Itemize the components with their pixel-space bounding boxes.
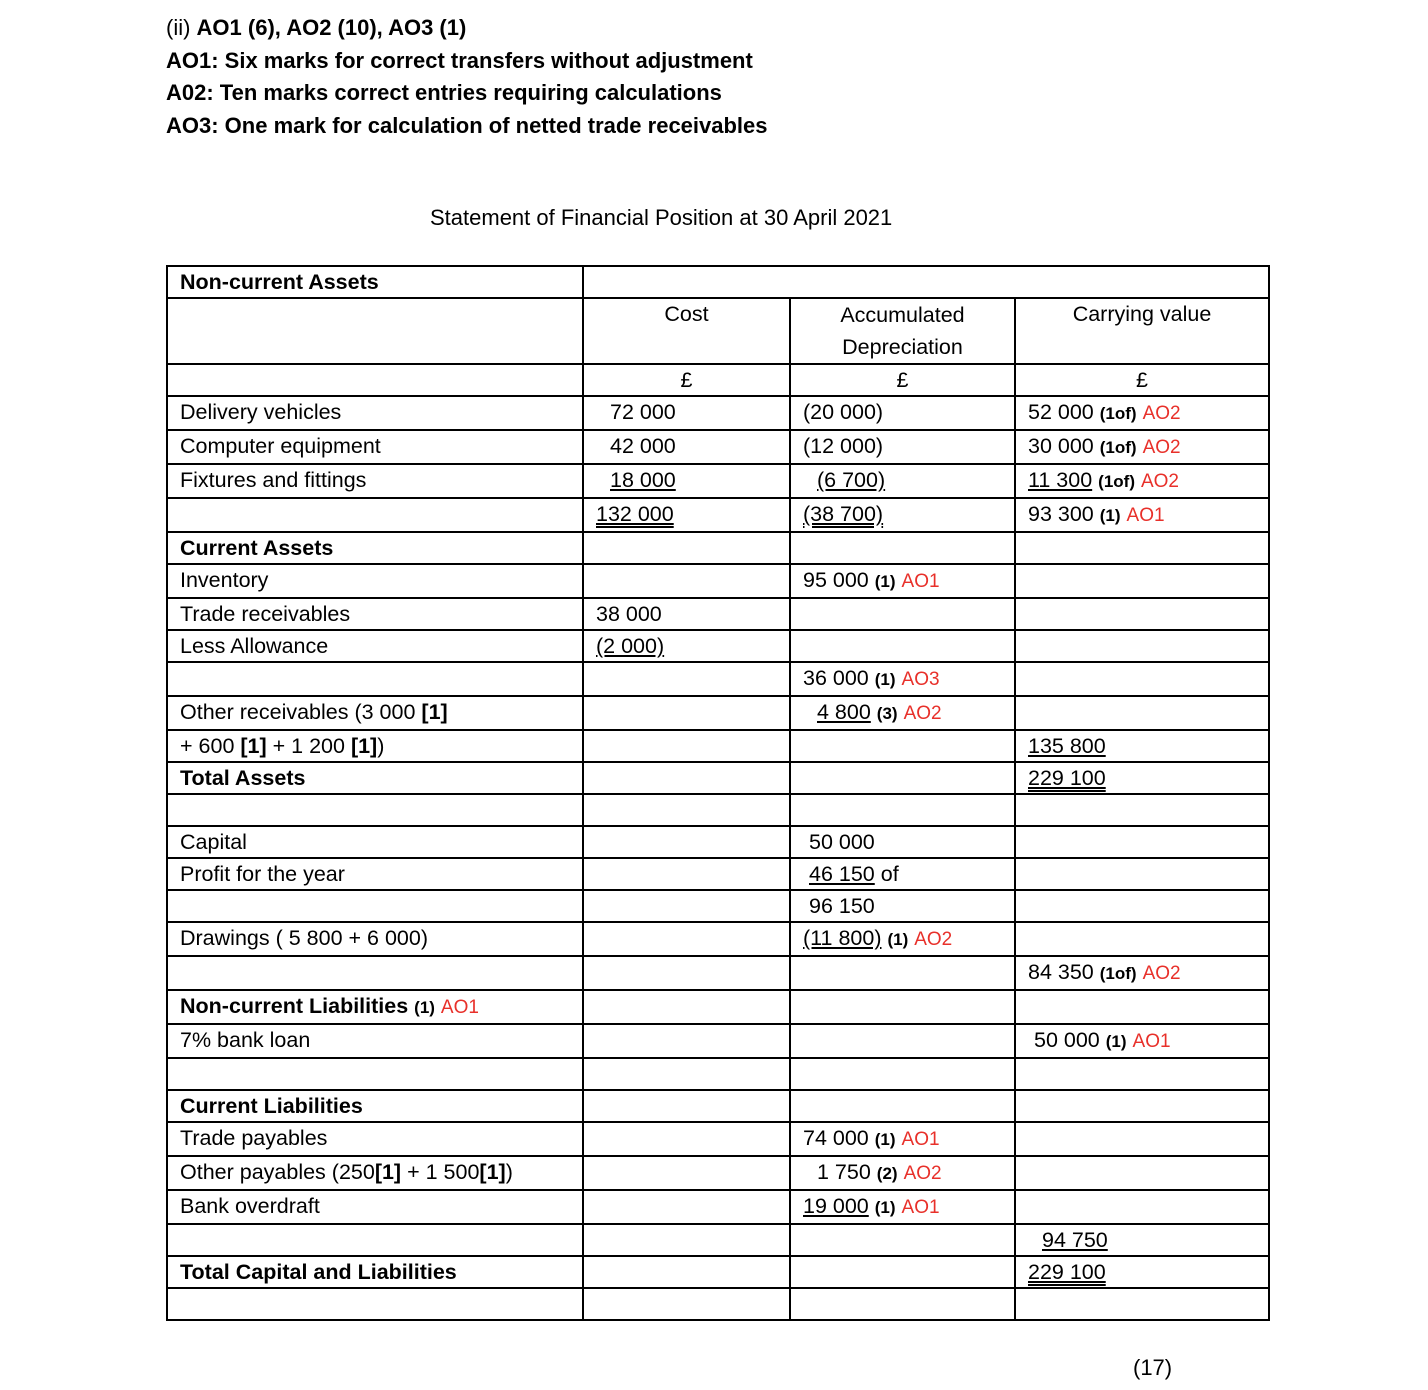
page-title: Statement of Financial Position at 30 April 2021 (430, 205, 893, 230)
table-row: Trade receivables 38 000 (167, 598, 1269, 630)
table-row: 36 000 (1) AO3 (167, 662, 1269, 696)
column-header-cost: Cost (583, 298, 790, 364)
table-row (167, 1288, 1269, 1320)
table-row: 7% bank loan 50 000 (1) AO1 (167, 1024, 1269, 1058)
column-header-accumulated-depreciation: Accumulated Depreciation (790, 298, 1015, 364)
table-row (167, 794, 1269, 826)
table-row: Less Allowance (2 000) (167, 630, 1269, 662)
table-row: Fixtures and fittings 18 000 (6 700) 11 300 (1of) AO2 (167, 464, 1269, 498)
table-row: Total Assets 229 100 (167, 762, 1269, 794)
column-header-row (167, 298, 1269, 364)
table-row: 96 150 (167, 890, 1269, 922)
table-row: Total Capital and Liabilities 229 100 (167, 1256, 1269, 1288)
table-row (167, 1058, 1269, 1090)
header-line-1: (ii) AO1 (6), AO2 (10), AO3 (1) (166, 15, 467, 40)
section-heading: Total Capital and Liabilities (167, 1256, 583, 1288)
currency-symbol: £ (1015, 364, 1269, 396)
section-heading: Total Assets (167, 762, 583, 794)
section-heading: Non-current Assets (167, 266, 583, 298)
table-row: Inventory 95 000 (1) AO1 (167, 564, 1269, 598)
header-line-2: AO1: Six marks for correct transfers without adjustment (166, 47, 753, 73)
currency-symbol: £ (583, 364, 790, 396)
table-row: Profit for the year 46 150 of (167, 858, 1269, 890)
financial-position-table (166, 265, 1270, 1321)
table-row: Other payables (250[1] + 1 500[1]) 1 750 (2) AO2 (167, 1156, 1269, 1190)
table-row: Bank overdraft 19 000 (1) AO1 (167, 1190, 1269, 1224)
table-row: Trade payables 74 000 (1) AO1 (167, 1122, 1269, 1156)
table-row: 84 350 (1of) AO2 (167, 956, 1269, 990)
table-row: Capital 50 000 (167, 826, 1269, 858)
table-row: Drawings ( 5 800 + 6 000) (11 800) (1) AO2 (167, 922, 1269, 956)
marking-header (166, 12, 768, 142)
currency-row (167, 364, 1269, 396)
currency-symbol: £ (790, 364, 1015, 396)
header-line-4: AO3: One mark for calculation of netted trade receivables (166, 112, 768, 138)
table-row: Computer equipment 42 000 (12 000) 30 000 (1of) AO2 (167, 430, 1269, 464)
section-heading: Current Assets (167, 532, 583, 564)
table-row: 132 000 (38 700) 93 300 (1) AO1 (167, 498, 1269, 532)
table-row (167, 532, 1269, 564)
table-row: 94 750 (167, 1224, 1269, 1256)
header-line-3: A02: Ten marks correct entries requiring calculations (166, 80, 722, 105)
total-marks: (17) (1133, 1355, 1173, 1380)
table-row: Other receivables (3 000 [1] 4 800 (3) AO2 (167, 696, 1269, 730)
table-row (167, 266, 1269, 298)
section-heading: Non-current Liabilities (1) AO1 (167, 990, 583, 1024)
table-row (167, 1090, 1269, 1122)
column-header-carrying-value: Carrying value (1015, 298, 1269, 364)
table-row (167, 990, 1269, 1024)
table-row: + 600 [1] + 1 200 [1]) 135 800 (167, 730, 1269, 762)
section-heading: Current Liabilities (167, 1090, 583, 1122)
table-row: Delivery vehicles 72 000 (20 000) 52 000 (1of) AO2 (167, 396, 1269, 430)
